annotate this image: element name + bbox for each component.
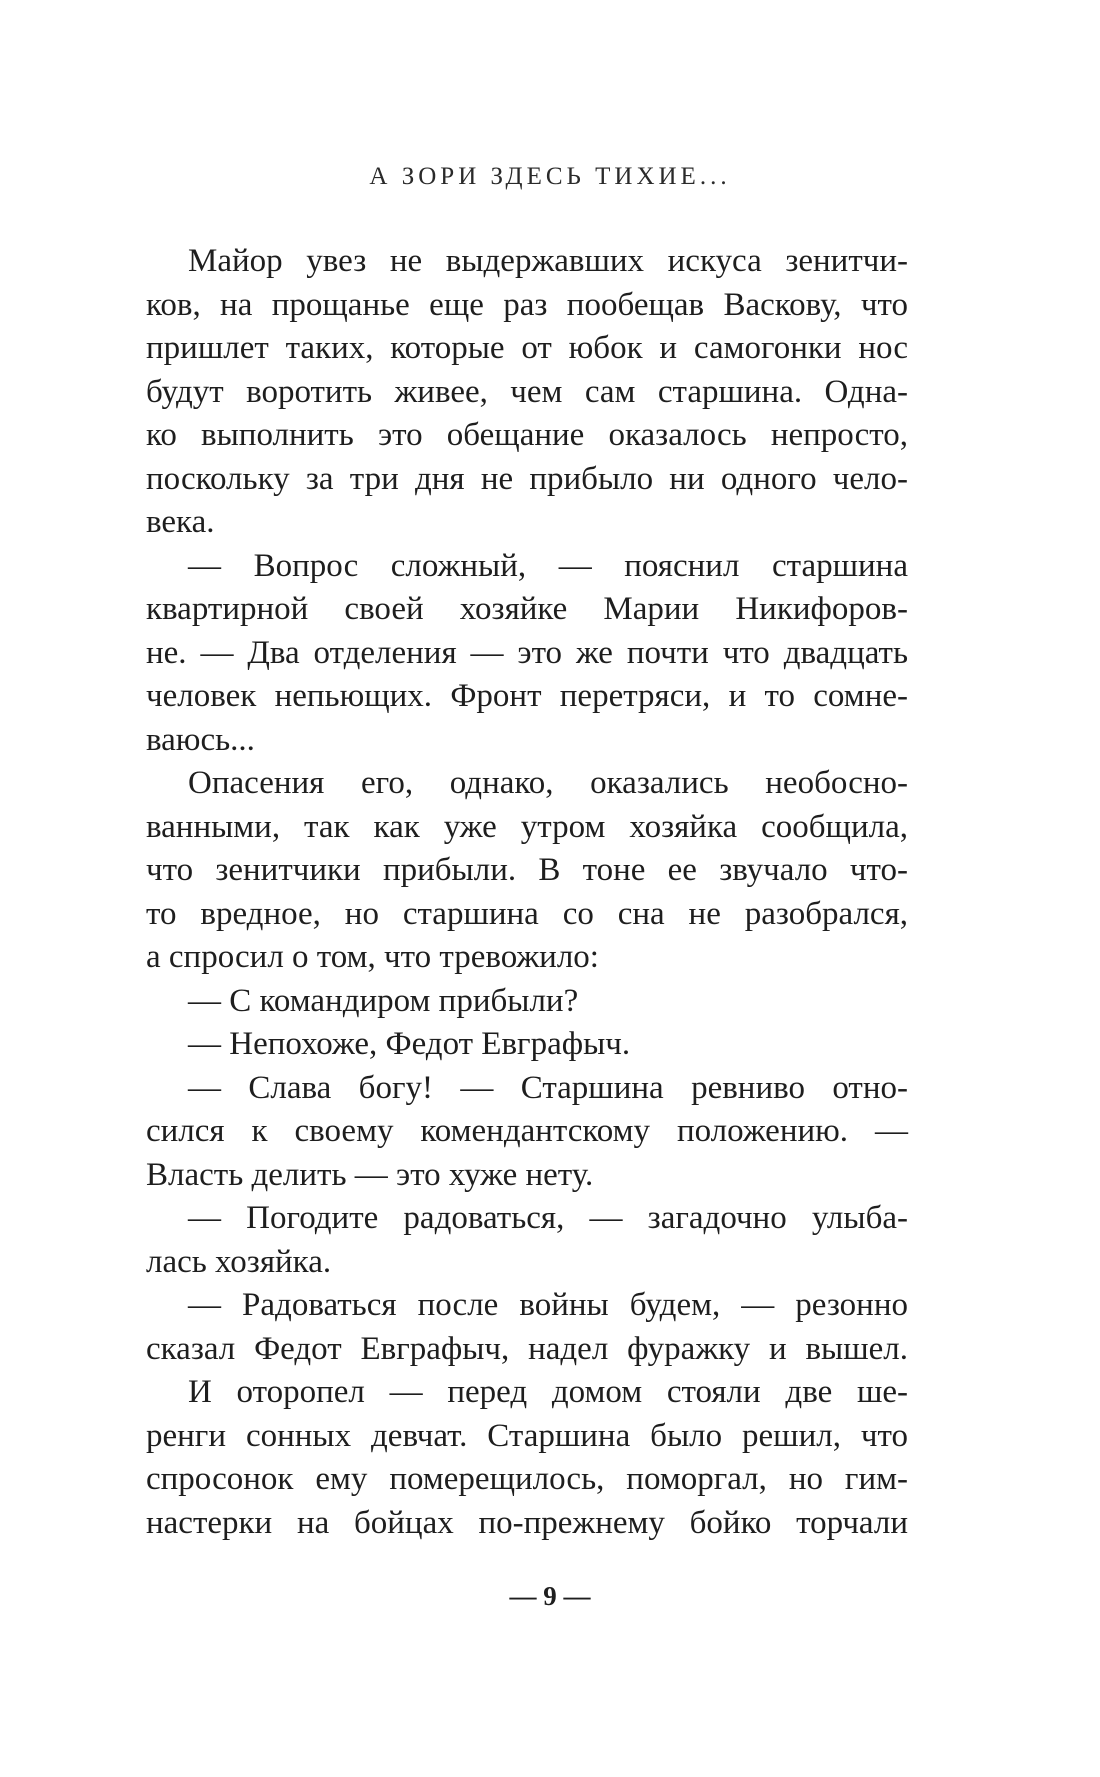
text-line: то вредное, но старшина со сна не разобрался, (146, 895, 908, 932)
text-line: пришлет таких, которые от юбок и самогонки нос (146, 330, 908, 366)
text-line: века. (146, 504, 215, 540)
text-line: ренги сонных девчат. Старшина было решил, что (146, 1417, 908, 1454)
text-line: спросонок ему померещилось, поморгал, но гим- (146, 1461, 908, 1497)
text-line: ванными, так как уже утром хозяйка сообщила, (146, 808, 908, 845)
text-line: — Непохоже, Федот Евграфыч. (188, 1026, 631, 1062)
text-line: — Вопрос сложный, — пояснил старшина (188, 547, 908, 584)
text-line: поскольку за три дня не прибыло ни одного чело- (146, 460, 908, 497)
text-line: Опасения его, однако, оказались необосно- (188, 765, 908, 801)
text-line: ков, на прощанье еще раз пообещав Васкову, что (146, 286, 908, 323)
text-line: — Радоваться после войны будем, — резонно (188, 1287, 908, 1323)
text-line: будут воротить живее, чем сам старшина. Однa- (146, 373, 908, 410)
text-line: что зенитчики прибыли. В тоне ее звучало что- (146, 852, 908, 888)
text-line: — С командиром прибыли? (188, 982, 579, 1019)
text-line: не. — Два отделения — это же почти что двадцать (146, 634, 908, 671)
text-line: сказал Федот Евграфыч, надел фуражку и вышел. (146, 1330, 908, 1367)
text-line: ваюсь... (146, 721, 255, 758)
text-line: сился к своему комендантскому положению. — (146, 1113, 908, 1149)
text-line: Власть делить — это хуже нету. (146, 1156, 594, 1193)
text-line: И оторопел — перед домом стояли две ше- (188, 1374, 908, 1410)
text-line: настерки на бойцах по-прежнему бойко торчали (146, 1504, 908, 1541)
text-line: — Слава богу! — Старшина ревниво отно- (188, 1069, 908, 1106)
text-line: человек непьющих. Фронт перетряси, и то сомне- (146, 678, 908, 714)
body-text (146, 240, 908, 1545)
text-line: а спросил о том, что тревожило: (146, 939, 599, 975)
text-line: Майор увез не выдержавших искуса зенитчи- (188, 243, 908, 279)
text-line: квартирной своей хозяйке Марии Никифоров- (146, 591, 908, 627)
page-number: — 9 — (509, 1581, 591, 1611)
running-header: А ЗОРИ ЗДЕСЬ ТИХИЕ... (369, 163, 731, 190)
text-line: — Погодите радоваться, — загадочно улыба- (188, 1200, 908, 1236)
text-line: лась хозяйка. (146, 1243, 332, 1280)
text-line: ко выполнить это обещание оказалось непросто, (146, 417, 908, 453)
